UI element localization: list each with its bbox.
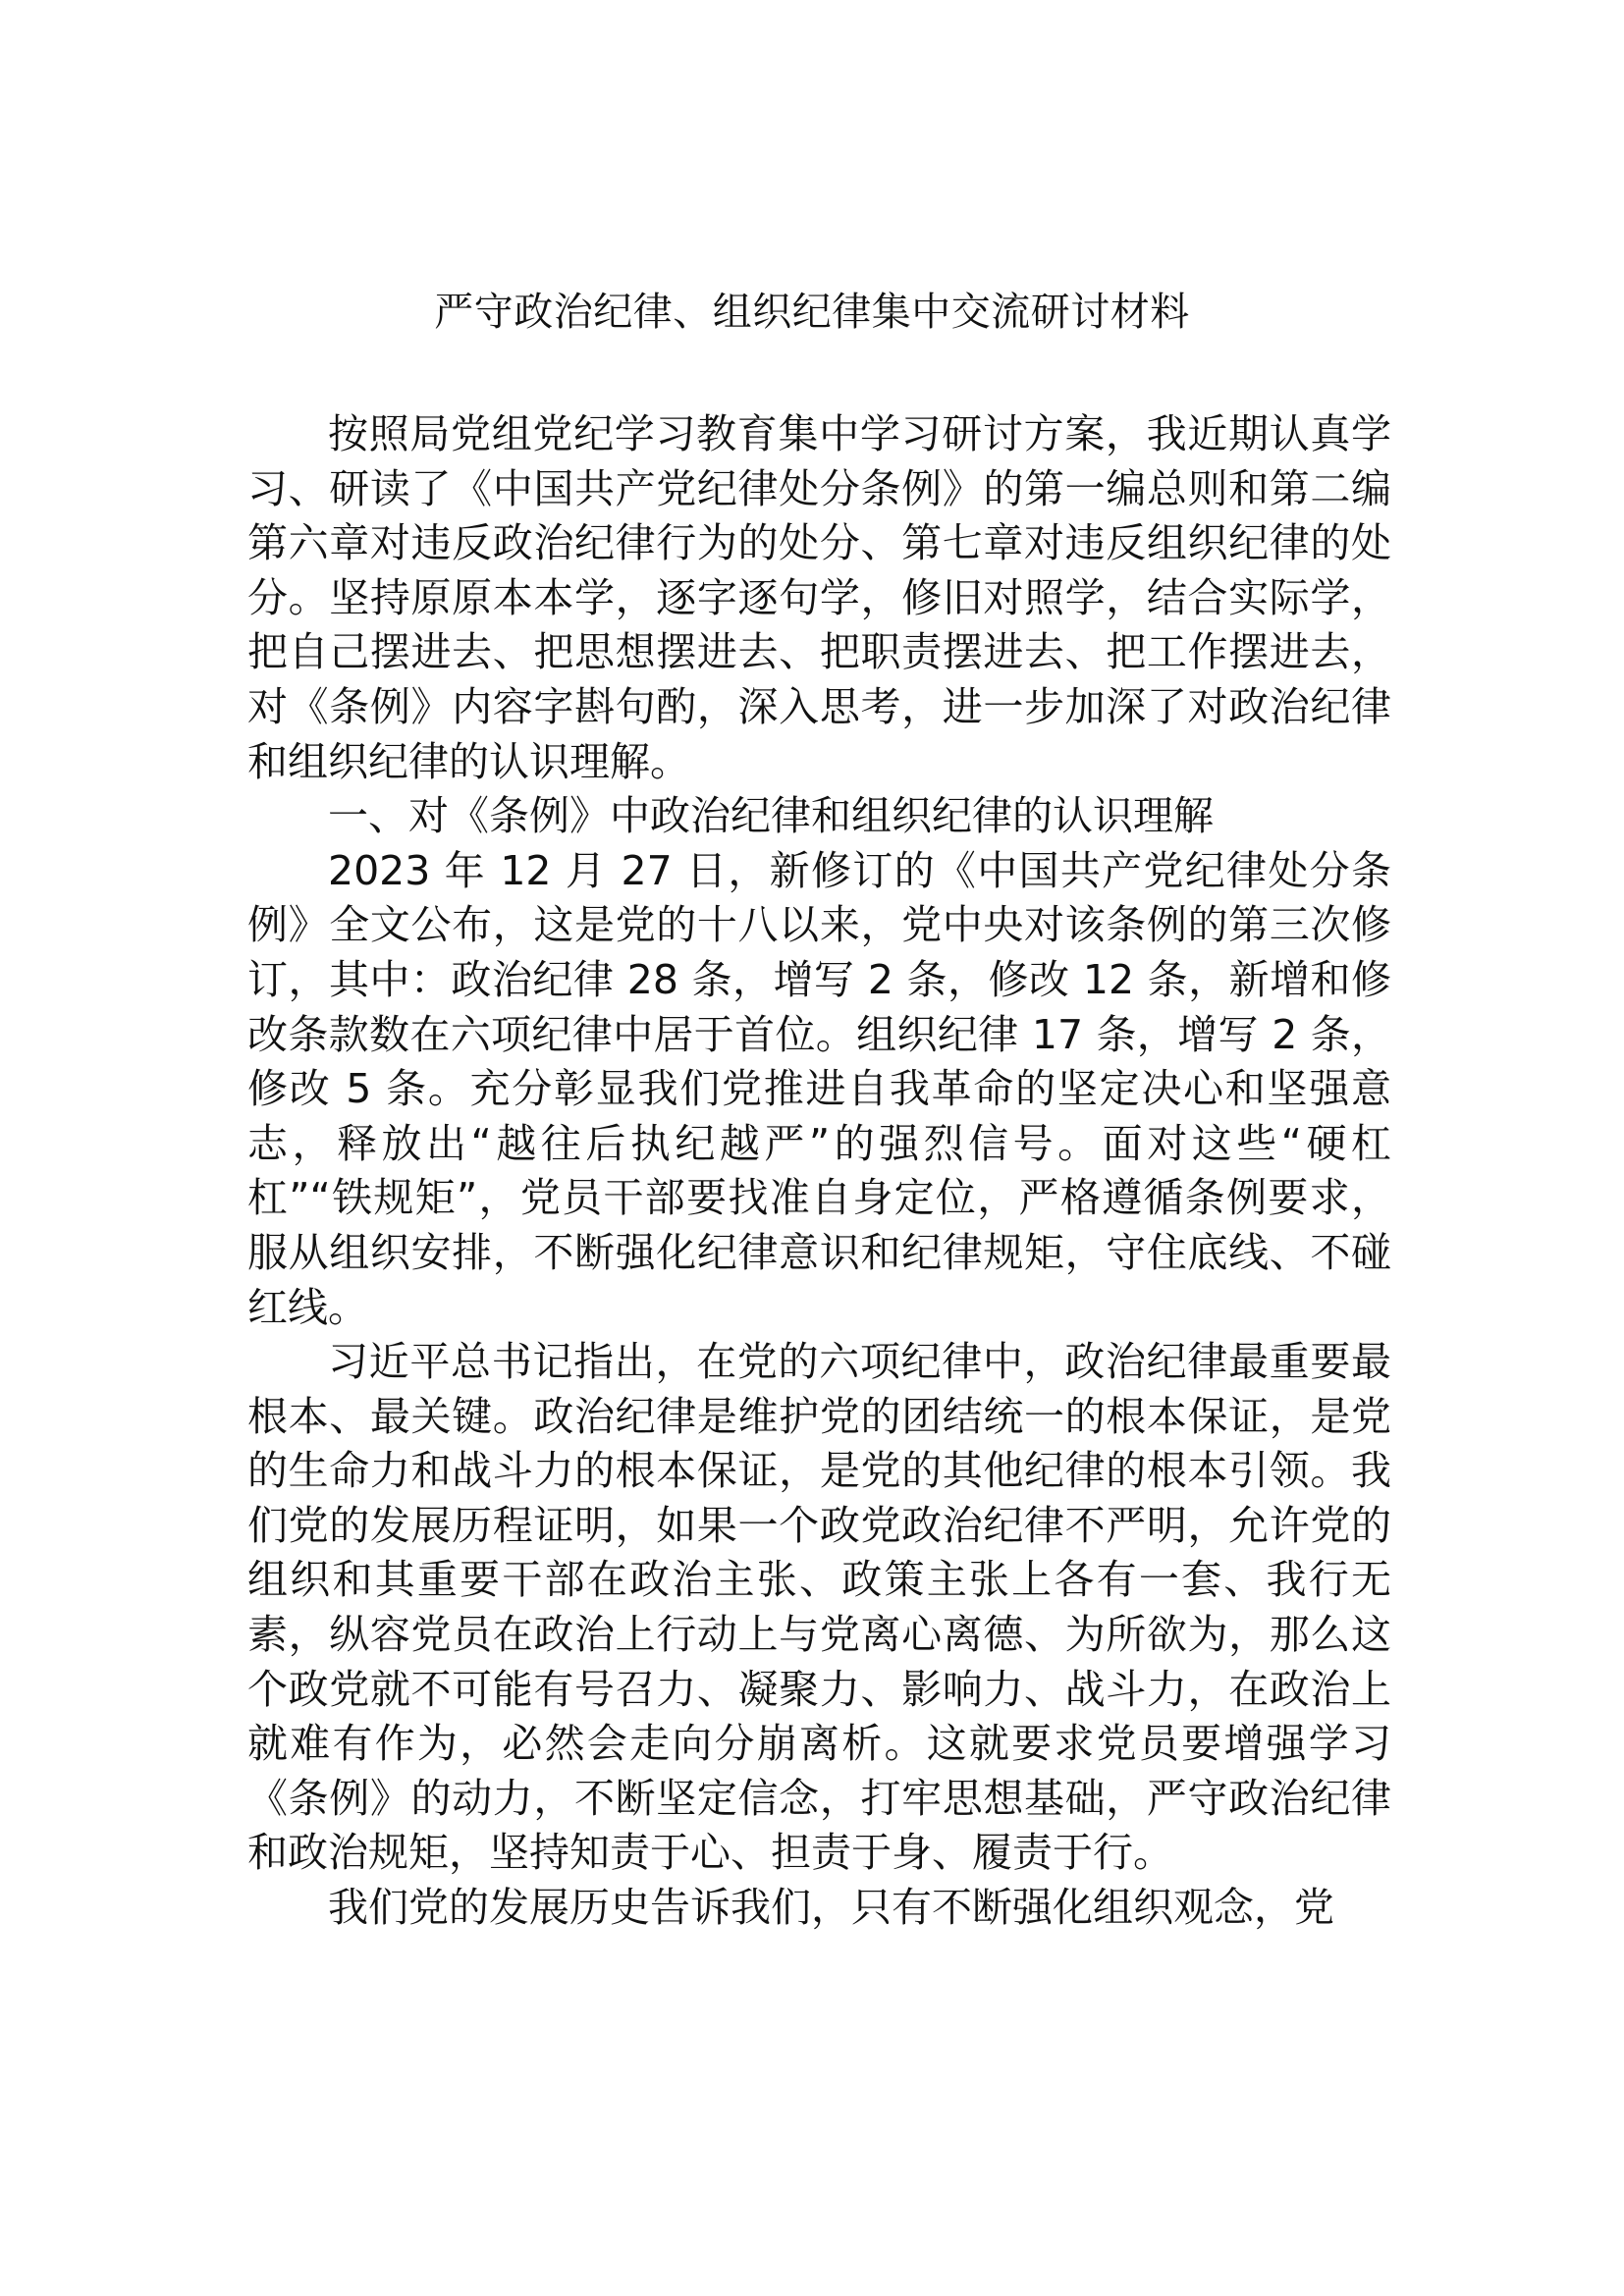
paragraph-organization-concept: 我们党的发展历史告诉我们，只有不断强化组织观念，党 <box>328 1884 1334 1932</box>
section-heading-1: 一、对《条例》中政治纪律和组织纪律的认识理解 <box>328 792 1214 840</box>
paragraph-regulation-revision: 2023 年 12 月 27 日，新修订的《中国共产党纪律处分条例》全文公布，这是党的十八以来，党中央对该条例的第三次修订，其中：政治纪律 28 条，增写 2 条，修改 12 条，新增和修改条款数在六项纪律中居于首位。组织纪律 17 条，增写 2 条，修改 5 条。充分彰显我们党推进自我革命的坚定决心和坚强意志，释放出“越往后执纪越严”的强烈信号。面对这些“硬杠杠”“铁规矩”，党员干部要找准自身定位，严格遵循条例要求，服从组织安排，不断强化纪律意识和纪律规矩，守住底线、不碰红线。 <box>247 846 1391 1331</box>
document-title: 严守政治纪律、组织纪律集中交流研讨材料 <box>434 290 1190 335</box>
paragraph-political-discipline: 习近平总书记指出，在党的六项纪律中，政治纪律最重要最根本、最关键。政治纪律是维护党的团结统一的根本保证，是党的生命力和战斗力的根本保证，是党的其他纪律的根本引领。我们党的发展历程证明，如果一个政党政治纪律不严明，允许党的组织和其重要干部在政治主张、政策主张上各有一套、我行无素，纵容党员在政治上行动上与党离心离德、为所欲为，那么这个政党就不可能有号召力、凝聚力、影响力、战斗力，在政治上就难有作为，必然会走向分崩离析。这就要求党员要增强学习《条例》的动力，不断坚定信念，打牢思想基础，严守政治纪律和政治规矩，坚持知责于心、担责于身、履责于行。 <box>247 1338 1391 1877</box>
document-body <box>247 407 1391 1936</box>
paragraph-intro: 按照局党组党纪学习教育集中学习研讨方案，我近期认真学习、研读了《中国共产党纪律处分条例》的第一编总则和第二编第六章对违反政治纪律行为的处分、第七章对违反组织纪律的处分。坚持原原本本学，逐字逐句学，修旧对照学，结合实际学，把自己摆进去、把思想摆进去、把职责摆进去、把工作摆进去，对《条例》内容字斟句酌，深入思考，进一步加深了对政治纪律和组织纪律的认识理解。 <box>247 410 1391 785</box>
